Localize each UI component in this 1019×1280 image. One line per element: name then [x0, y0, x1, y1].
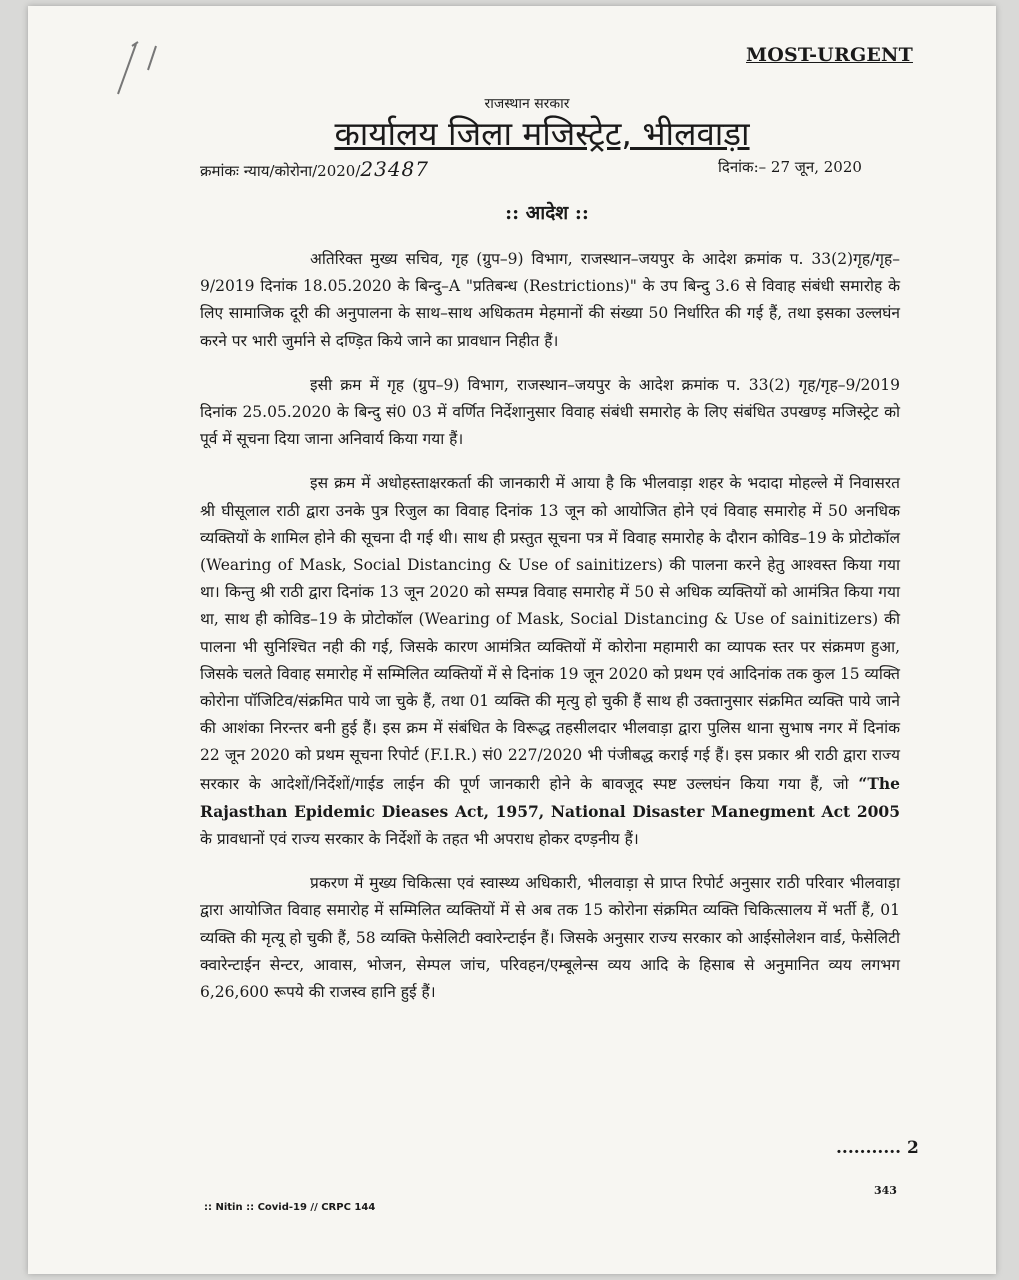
footer-reference: :: Nitin :: Covid-19 // CRPC 144 [204, 1202, 376, 1213]
office-title: कार्यालय जिला मजिस्ट्रेट, भीलवाड़ा [334, 114, 750, 153]
page-number: 343 [874, 1184, 897, 1197]
reference-number: 23487 [360, 157, 429, 181]
paragraph-2: इसी क्रम में गृह (ग्रुप–9) विभाग, राजस्थान–जयपुर के आदेश क्रमांक प. 33(2) गृह/गृह–9/2019 दिनांक 25.05.2020 के बिन्दु सं0 03 में वर्णित निर्देशानुसार विवाह संबंधी समारोह के लिए संबंधित उपखण्ड़ मजिस्ट्रेट को पूर्व में सूचना दिया जाना अनिवार्य किया गया हैं। [200, 375, 900, 449]
paragraph-3 [200, 470, 900, 853]
reference-line [200, 157, 429, 181]
urgency-label: MOST-URGENT [746, 44, 913, 66]
paragraph-1: अतिरिक्त मुख्य सचिव, गृह (ग्रुप–9) विभाग, राजस्थान–जयपुर के आदेश क्रमांक प. 33(2)गृह/गृह–9/2019 दिनांक 18.05.2020 के बिन्दु–A "प्रतिबन्ध (Restrictions)" के उप बिन्दु 3.6 से विवाह संबंधी समारोह के लिए सामाजिक दूरी की अनुपालना के साथ–साथ अधिकतम मेहमानों की संख्या 50 निर्धारित की गई हैं, तथा इसका उल्लघंन करने पर भारी जुर्माने से दण्ड़ित किये जाने का प्रावधान निहीत हैं। [200, 250, 900, 350]
paragraph-3-part-1: इस क्रम में अधोहस्ताक्षरकर्ता की जानकारी में आया है कि भीलवाड़ा शहर के भदादा मोहल्ले में निवासरत श्री घीसूलाल राठी द्वारा उनके पुत्र रिजुल का विवाह दिनांक 13 जून को आयोजित होने एवं विवाह समारोह में 50 अनधिक व्यक्तियों के शामिल होने की सूचना दी गई थी। साथ ही प्रस्तुत सूचना पत्र में विवाह समारोह के दौरान कोविड–19 के प्रोटोकॉल (Wearing of Mask, Social Distancing & Use of sainitizers) की पालना करने हेतु आश्वस्त किया गया था। किन्तु श्री राठी द्वारा दिनांक 13 जून 2020 को सम्पन्न विवाह समारोह में 50 से अधिक व्यक्तियों को आमंत्रित किया गया था, साथ ही कोविड–19 के प्रोटोकॉल (Wearing of Mask, Social Distancing & Use of sainitizers) की पालना भी सुनिश्चित नही की गई, जिसके कारण आमंत्रित व्यक्तियों में कोरोना महामारी का व्यापक स्तर पर संक्रमण हुआ, जिसके चलते विवाह समारोह में सम्मिलित व्यक्तियों में से दिनांक 19 जून 2020 को प्रथम एवं आदिनांक तक कुल 15 व्यक्ति कोरोना पॉजिटिव/संक्रमित पाये जा चुके हैं, तथा 01 व्यक्ति की मृत्यु हो चुकी हैं साथ ही उक्तानुसार संक्रमित व्यक्ति पाये जाने की आशंका निरन्तर बनी हुई हैं। इस क्रम में संबंधित के विरूद्ध तहसीलदार भीलवाड़ा द्वारा पुलिस थाना सुभाष नगर में दिनांक 22 जून 2020 को प्रथम सूचना रिपोर्ट (F.I.R.) सं0 227/2020 भी पंजीबद्ध कराई गई हैं। इस प्रकार श्री राठी द्वारा राज्य सरकार के आदेशों/निर्देशों/गाईड लाईन की पूर्ण जानकारी होने के बावजूद स्पष्ट उल्लघंन किया गया हैं, जो [200, 474, 900, 793]
order-body [200, 246, 900, 1023]
paragraph-4: प्रकरण में मुख्य चिकित्सा एवं स्वास्थ्य अधिकारी, भीलवाड़ा से प्राप्त रिपोर्ट अनुसार राठी परिवार भीलवाड़ा द्वारा आयोजित विवाह समारोह में सम्मिलित व्यक्तियों में से अब तक 15 कोरोना संक्रमित व्यक्ति चिकित्सालय में भर्ती हैं, 01 व्यक्ति की मृत्यू हो चुकी हैं, 58 व्यक्ति फेसेलिटी क्वारेन्टाईन हैं। जिसके अनुसार राज्य सरकार को आईसोलेशन वार्ड, फेसेलिटी क्वारेन्टाईन सेन्टर, आवास, भोजन, सेम्पल जांच, परिवहन/एम्बूलेन्स व्यय आदि के हिसाब से अनुमानित व्यय लगभग 6,26,600 रूपये की राजस्व हानि हुई हैं। [200, 874, 900, 1002]
act-reference: “The Rajasthan Epidemic Dieases Act, 1957, National Disaster Manegment Act 2005 [200, 773, 900, 821]
continuation-marker: ........... 2 [836, 1138, 919, 1158]
reference-prefix: क्रमांकः न्याय/कोरोना/2020/ [200, 162, 361, 180]
government-name: राजस्थान सरकार [484, 96, 570, 112]
order-title: :: आदेश :: [505, 202, 589, 224]
document-page [28, 6, 996, 1274]
order-date: दिनांक:– 27 जून, 2020 [718, 158, 862, 176]
paragraph-3-part-2: के प्रावधानों एवं राज्य सरकार के निर्देशों के तहत भी अपराध होकर दण्ड़नीय हैं। [200, 830, 639, 849]
